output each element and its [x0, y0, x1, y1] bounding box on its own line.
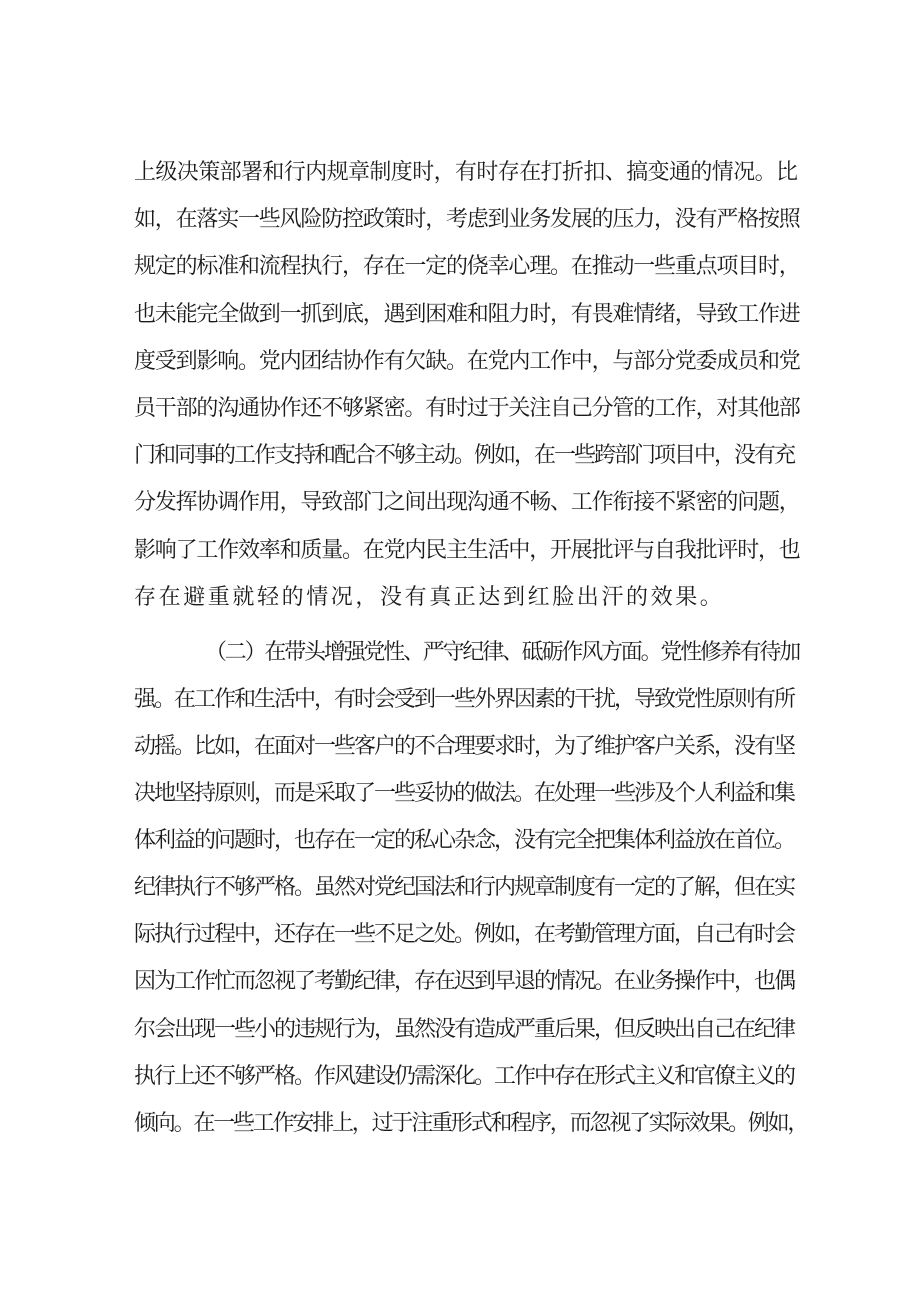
text-line: 上级决策部署和行内规章制度时，有时存在打折扣、搞变通的情况。比: [134, 160, 798, 185]
text-line: 体利益的问题时，也存在一定的私心杂念，没有完全把集体利益放在首位。: [134, 828, 795, 853]
text-line: 影响了工作效率和质量。在党内民主生活中，开展批评与自我批评时，也: [134, 538, 800, 563]
text-line: 决地坚持原则，而是采取了一些妥协的做法。在处理一些涉及个人利益和集: [134, 781, 795, 806]
text-line: 也未能完全做到一抓到底，遇到困难和阻力时，有畏难情绪，导致工作进: [134, 302, 800, 327]
text-line: 尔会出现一些小的违规行为，虽然没有造成严重后果，但反映出自己在纪律: [134, 1017, 795, 1042]
text-line: 际执行过程中，还存在一些不足之处。例如，在考勤管理方面，自己有时会: [134, 922, 795, 947]
text-line: 执行上还不够严格。作风建设仍需深化。工作中存在形式主义和官僚主义的: [134, 1064, 795, 1089]
text-line: 纪律执行不够严格。虽然对党纪国法和行内规章制度有一定的了解，但在实: [134, 875, 795, 900]
text-line: 规定的标准和流程执行，存在一定的侥幸心理。在推动一些重点项目时，: [134, 254, 800, 279]
text-line: 度受到影响。党内团结协作有欠缺。在党内工作中，与部分党委成员和党: [134, 349, 800, 374]
text-line: 存在避重就轻的情况，没有真正达到红脸出汗的效果。: [134, 585, 725, 610]
text-line: 门和同事的工作支持和配合不够主动。例如，在一些跨部门项目中，没有充: [134, 443, 795, 468]
text-line: 强。在工作和生活中，有时会受到一些外界因素的干扰，导致党性原则有所: [134, 687, 795, 712]
text-line: 分发挥协调作用，导致部门之间出现沟通不畅、工作衔接不紧密的问题，: [134, 490, 800, 515]
text-line: 员干部的沟通协作还不够紧密。有时过于关注自己分管的工作，对其他部: [134, 396, 800, 421]
text-line: 因为工作忙而忽视了考勤纪律，存在迟到早退的情况。在业务操作中，也偶: [134, 969, 795, 994]
text-line: （二）在带头增强党性、严守纪律、砥砺作风方面。党性修养有待加: [205, 640, 800, 665]
text-line: 动摇。比如，在面对一些客户的不合理要求时，为了维护客户关系，没有坚: [134, 734, 795, 759]
text-line: 倾向。在一些工作安排上，过于注重形式和程序，而忽视了实际效果。例如，: [134, 1111, 808, 1136]
text-line: 如，在落实一些风险防控政策时，考虑到业务发展的压力，没有严格按照: [134, 207, 800, 232]
